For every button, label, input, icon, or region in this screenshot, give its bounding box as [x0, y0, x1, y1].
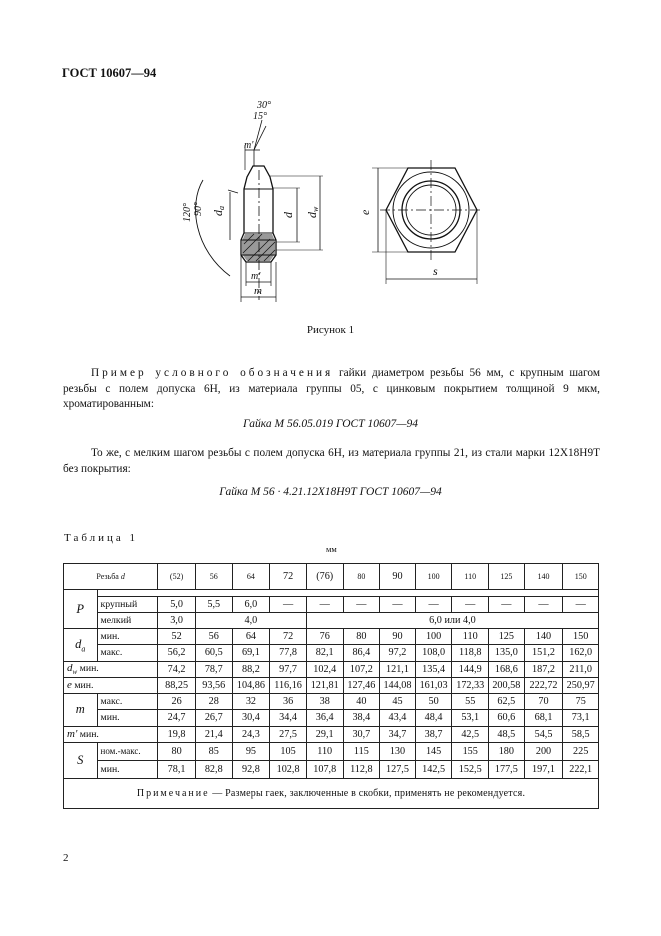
value-cell: 152,5	[452, 761, 489, 779]
spaced-lead: Пример условного обозначения	[91, 367, 334, 379]
value-cell: 172,33	[452, 677, 489, 693]
thread-cell: 140	[524, 564, 563, 590]
thread-cell: 100	[415, 564, 452, 590]
e-row	[64, 677, 599, 693]
s-nom-row	[64, 742, 599, 760]
value-cell: 54,5	[524, 726, 563, 742]
value-cell: 95	[232, 742, 270, 760]
value-cell: 73,1	[563, 710, 599, 726]
symbol-p: P	[64, 590, 98, 629]
label-e: e	[358, 209, 372, 215]
value-cell: 121,81	[306, 677, 343, 693]
value-cell: 5,0	[158, 596, 196, 612]
value-cell: —	[270, 596, 307, 612]
value-cell: 78,7	[195, 661, 232, 677]
thread-cell: 80	[343, 564, 380, 590]
label-m-prime-bottom: m'	[251, 271, 261, 282]
label-s: s	[433, 264, 438, 278]
value-cell: 6,0	[232, 596, 270, 612]
value-cell: 140	[524, 629, 563, 645]
value-cell: 3,0	[158, 612, 196, 628]
value-cell: 38,4	[343, 710, 380, 726]
value-cell: 60,5	[195, 645, 232, 661]
value-cell: 69,1	[232, 645, 270, 661]
label-d: d	[281, 212, 295, 218]
value-cell-merged: 4,0	[195, 612, 306, 628]
value-cell: 161,03	[415, 677, 452, 693]
example-paragraph-1	[63, 366, 600, 413]
thread-cell: 72	[270, 564, 307, 590]
label-dw: dw	[305, 206, 320, 218]
value-cell: 88,2	[232, 661, 270, 677]
row-label: мин.	[97, 710, 158, 726]
note-row	[64, 779, 599, 809]
value-cell: 97,7	[270, 661, 307, 677]
nut-drawing	[0, 0, 661, 330]
value-cell: 127,5	[380, 761, 416, 779]
value-cell: 42,5	[452, 726, 489, 742]
value-cell: 32	[232, 694, 270, 710]
dw-row	[64, 661, 599, 677]
table-unit: мм	[326, 544, 337, 554]
m-prime-row	[64, 726, 599, 742]
value-cell: 40	[343, 694, 380, 710]
value-cell: 155	[452, 742, 489, 760]
label-m: m	[254, 285, 262, 297]
document-header: ГОСТ 10607—94	[62, 66, 157, 80]
label-angle-15: 15°	[253, 111, 267, 122]
value-cell: —	[563, 596, 599, 612]
value-cell: 50	[415, 694, 452, 710]
dimensions-table	[63, 563, 599, 809]
value-cell: 180	[489, 742, 525, 760]
value-cell: 92,8	[232, 761, 270, 779]
value-cell: 151,2	[524, 645, 563, 661]
value-cell: 116,16	[270, 677, 307, 693]
row-label: ном.-макс.	[97, 742, 158, 760]
nut-front-view	[372, 160, 482, 284]
value-cell: 168,6	[489, 661, 525, 677]
value-cell: 150	[563, 629, 599, 645]
page-number: 2	[63, 852, 69, 864]
m-max-row	[64, 694, 599, 710]
row-label-e: e мин.	[64, 677, 158, 693]
value-cell: 56,2	[158, 645, 196, 661]
value-cell: 53,1	[452, 710, 489, 726]
value-cell: 30,4	[232, 710, 270, 726]
value-cell: 200	[524, 742, 563, 760]
value-cell: 145	[415, 742, 452, 760]
table-note: Примечание — Размеры гаек, заключенные в скобки, применять не рекомендуется.	[64, 779, 599, 809]
value-cell: 107,8	[306, 761, 343, 779]
value-cell: 62,5	[489, 694, 525, 710]
value-cell: 64	[232, 629, 270, 645]
value-cell: 34,4	[270, 710, 307, 726]
value-cell: 55	[452, 694, 489, 710]
value-cell: 110	[452, 629, 489, 645]
value-cell: 60,6	[489, 710, 525, 726]
thread-cell: 110	[452, 564, 489, 590]
value-cell: 222,72	[524, 677, 563, 693]
label-da: da	[211, 206, 226, 216]
value-cell: 102,8	[270, 761, 307, 779]
value-cell: 107,2	[343, 661, 380, 677]
symbol-m: m	[64, 694, 98, 727]
value-cell: 78,1	[158, 761, 196, 779]
row-label: мин.	[97, 761, 158, 779]
value-cell: 86,4	[343, 645, 380, 661]
table-title: Таблица 1	[64, 532, 139, 544]
row-label: мин.	[97, 629, 158, 645]
value-cell: 112,8	[343, 761, 380, 779]
s-min-row	[64, 761, 599, 779]
thread-cell: (76)	[306, 564, 343, 590]
value-cell: 56	[195, 629, 232, 645]
value-cell: 135,4	[415, 661, 452, 677]
value-cell: 34,7	[380, 726, 416, 742]
value-cell: 93,56	[195, 677, 232, 693]
value-cell: 97,2	[380, 645, 416, 661]
value-cell: 82,8	[195, 761, 232, 779]
value-cell: 45	[380, 694, 416, 710]
value-cell: 24,3	[232, 726, 270, 742]
label-m-prime-top: m'	[244, 140, 254, 151]
value-cell: 77,8	[270, 645, 307, 661]
m-min-row	[64, 710, 599, 726]
value-cell: 75	[563, 694, 599, 710]
label-angle-90: 90°	[193, 202, 204, 216]
pitch-coarse-row	[64, 596, 599, 612]
value-cell: —	[524, 596, 563, 612]
value-cell: 197,1	[524, 761, 563, 779]
value-cell: 72	[270, 629, 307, 645]
value-cell: 130	[380, 742, 416, 760]
value-cell: 80	[158, 742, 196, 760]
thread-cell: 64	[232, 564, 270, 590]
value-cell: 187,2	[524, 661, 563, 677]
value-cell: 104,86	[232, 677, 270, 693]
value-cell: 108,0	[415, 645, 452, 661]
value-cell: 76	[306, 629, 343, 645]
value-cell: 225	[563, 742, 599, 760]
value-cell: 21,4	[195, 726, 232, 742]
header-row	[64, 564, 599, 590]
value-cell: 58,5	[563, 726, 599, 742]
value-cell: 36	[270, 694, 307, 710]
value-cell: 19,8	[158, 726, 196, 742]
example1-text: гайки диаметром резьбы 56 мм, с крупным шагом резьбы с полем допуска 6Н, из материала группы 05, с цинковым покрытием толщиной 9 мкм, хроматированным:	[63, 367, 600, 410]
row-label: макс.	[97, 645, 158, 661]
designation-example-2: Гайка М 56 · 4.21.12Х18Н9Т ГОСТ 10607—94	[219, 486, 442, 498]
pitch-fine-row	[64, 612, 599, 628]
value-cell-merged: 6,0 или 4,0	[306, 612, 598, 628]
value-cell: 177,5	[489, 761, 525, 779]
value-cell: 127,46	[343, 677, 380, 693]
value-cell: 68,1	[524, 710, 563, 726]
thread-cell: (52)	[158, 564, 196, 590]
value-cell: 142,5	[415, 761, 452, 779]
value-cell: —	[306, 596, 343, 612]
row-label-dw: $d_w$ мин.	[64, 661, 158, 677]
row-label: мелкий	[97, 612, 158, 628]
value-cell: 125	[489, 629, 525, 645]
thread-cell: 150	[563, 564, 599, 590]
value-cell: 52	[158, 629, 196, 645]
value-cell: —	[415, 596, 452, 612]
value-cell: 27,5	[270, 726, 307, 742]
value-cell: 36,4	[306, 710, 343, 726]
example-paragraph-2: То же, с мелким шагом резьбы с полем допуска 6Н, из материала группы 21, из стали марки 12Х18Н9Т без покрытия:	[63, 447, 600, 475]
value-cell: —	[343, 596, 380, 612]
thread-cell: 56	[195, 564, 232, 590]
value-cell: 88,25	[158, 677, 196, 693]
value-cell: 135,0	[489, 645, 525, 661]
thread-cell: 90	[380, 564, 416, 590]
value-cell: 29,1	[306, 726, 343, 742]
value-cell: 110	[306, 742, 343, 760]
value-cell: 85	[195, 742, 232, 760]
da-min-row	[64, 629, 599, 645]
value-cell: 38,7	[415, 726, 452, 742]
value-cell: 100	[415, 629, 452, 645]
value-cell: 102,4	[306, 661, 343, 677]
value-cell: 24,7	[158, 710, 196, 726]
value-cell: 222,1	[563, 761, 599, 779]
figure-caption: Рисунок 1	[306, 324, 355, 336]
symbol-s: S	[64, 742, 98, 779]
symbol-da: $d_a$	[64, 629, 98, 662]
row-label: макс.	[97, 694, 158, 710]
value-cell: 80	[343, 629, 380, 645]
value-cell: 121,1	[380, 661, 416, 677]
thread-cell: 125	[489, 564, 525, 590]
value-cell: 38	[306, 694, 343, 710]
value-cell: 200,58	[489, 677, 525, 693]
value-cell: 26	[158, 694, 196, 710]
value-cell: 30,7	[343, 726, 380, 742]
value-cell: 162,0	[563, 645, 599, 661]
label-angle-30: 30°	[257, 100, 271, 111]
value-cell: 118,8	[452, 645, 489, 661]
value-cell: —	[452, 596, 489, 612]
value-cell: 74,2	[158, 661, 196, 677]
value-cell: 26,7	[195, 710, 232, 726]
value-cell: 70	[524, 694, 563, 710]
value-cell: 48,5	[489, 726, 525, 742]
designation-example-1: Гайка М 56.05.019 ГОСТ 10607—94	[243, 418, 418, 430]
value-cell: 28	[195, 694, 232, 710]
label-angle-120: 120°	[182, 203, 193, 222]
value-cell: 5,5	[195, 596, 232, 612]
da-max-row	[64, 645, 599, 661]
value-cell: 144,08	[380, 677, 416, 693]
value-cell: 115	[343, 742, 380, 760]
value-cell: 43,4	[380, 710, 416, 726]
value-cell: —	[489, 596, 525, 612]
row-label: крупный	[97, 596, 158, 612]
value-cell: 82,1	[306, 645, 343, 661]
row-label-m-prime: m' мин.	[64, 726, 158, 742]
value-cell: 211,0	[563, 661, 599, 677]
value-cell: —	[380, 596, 416, 612]
value-cell: 144,9	[452, 661, 489, 677]
value-cell: 250,97	[563, 677, 599, 693]
value-cell: 90	[380, 629, 416, 645]
header-thread-cell: Резьба d	[64, 564, 158, 590]
value-cell: 48,4	[415, 710, 452, 726]
value-cell: 105	[270, 742, 307, 760]
